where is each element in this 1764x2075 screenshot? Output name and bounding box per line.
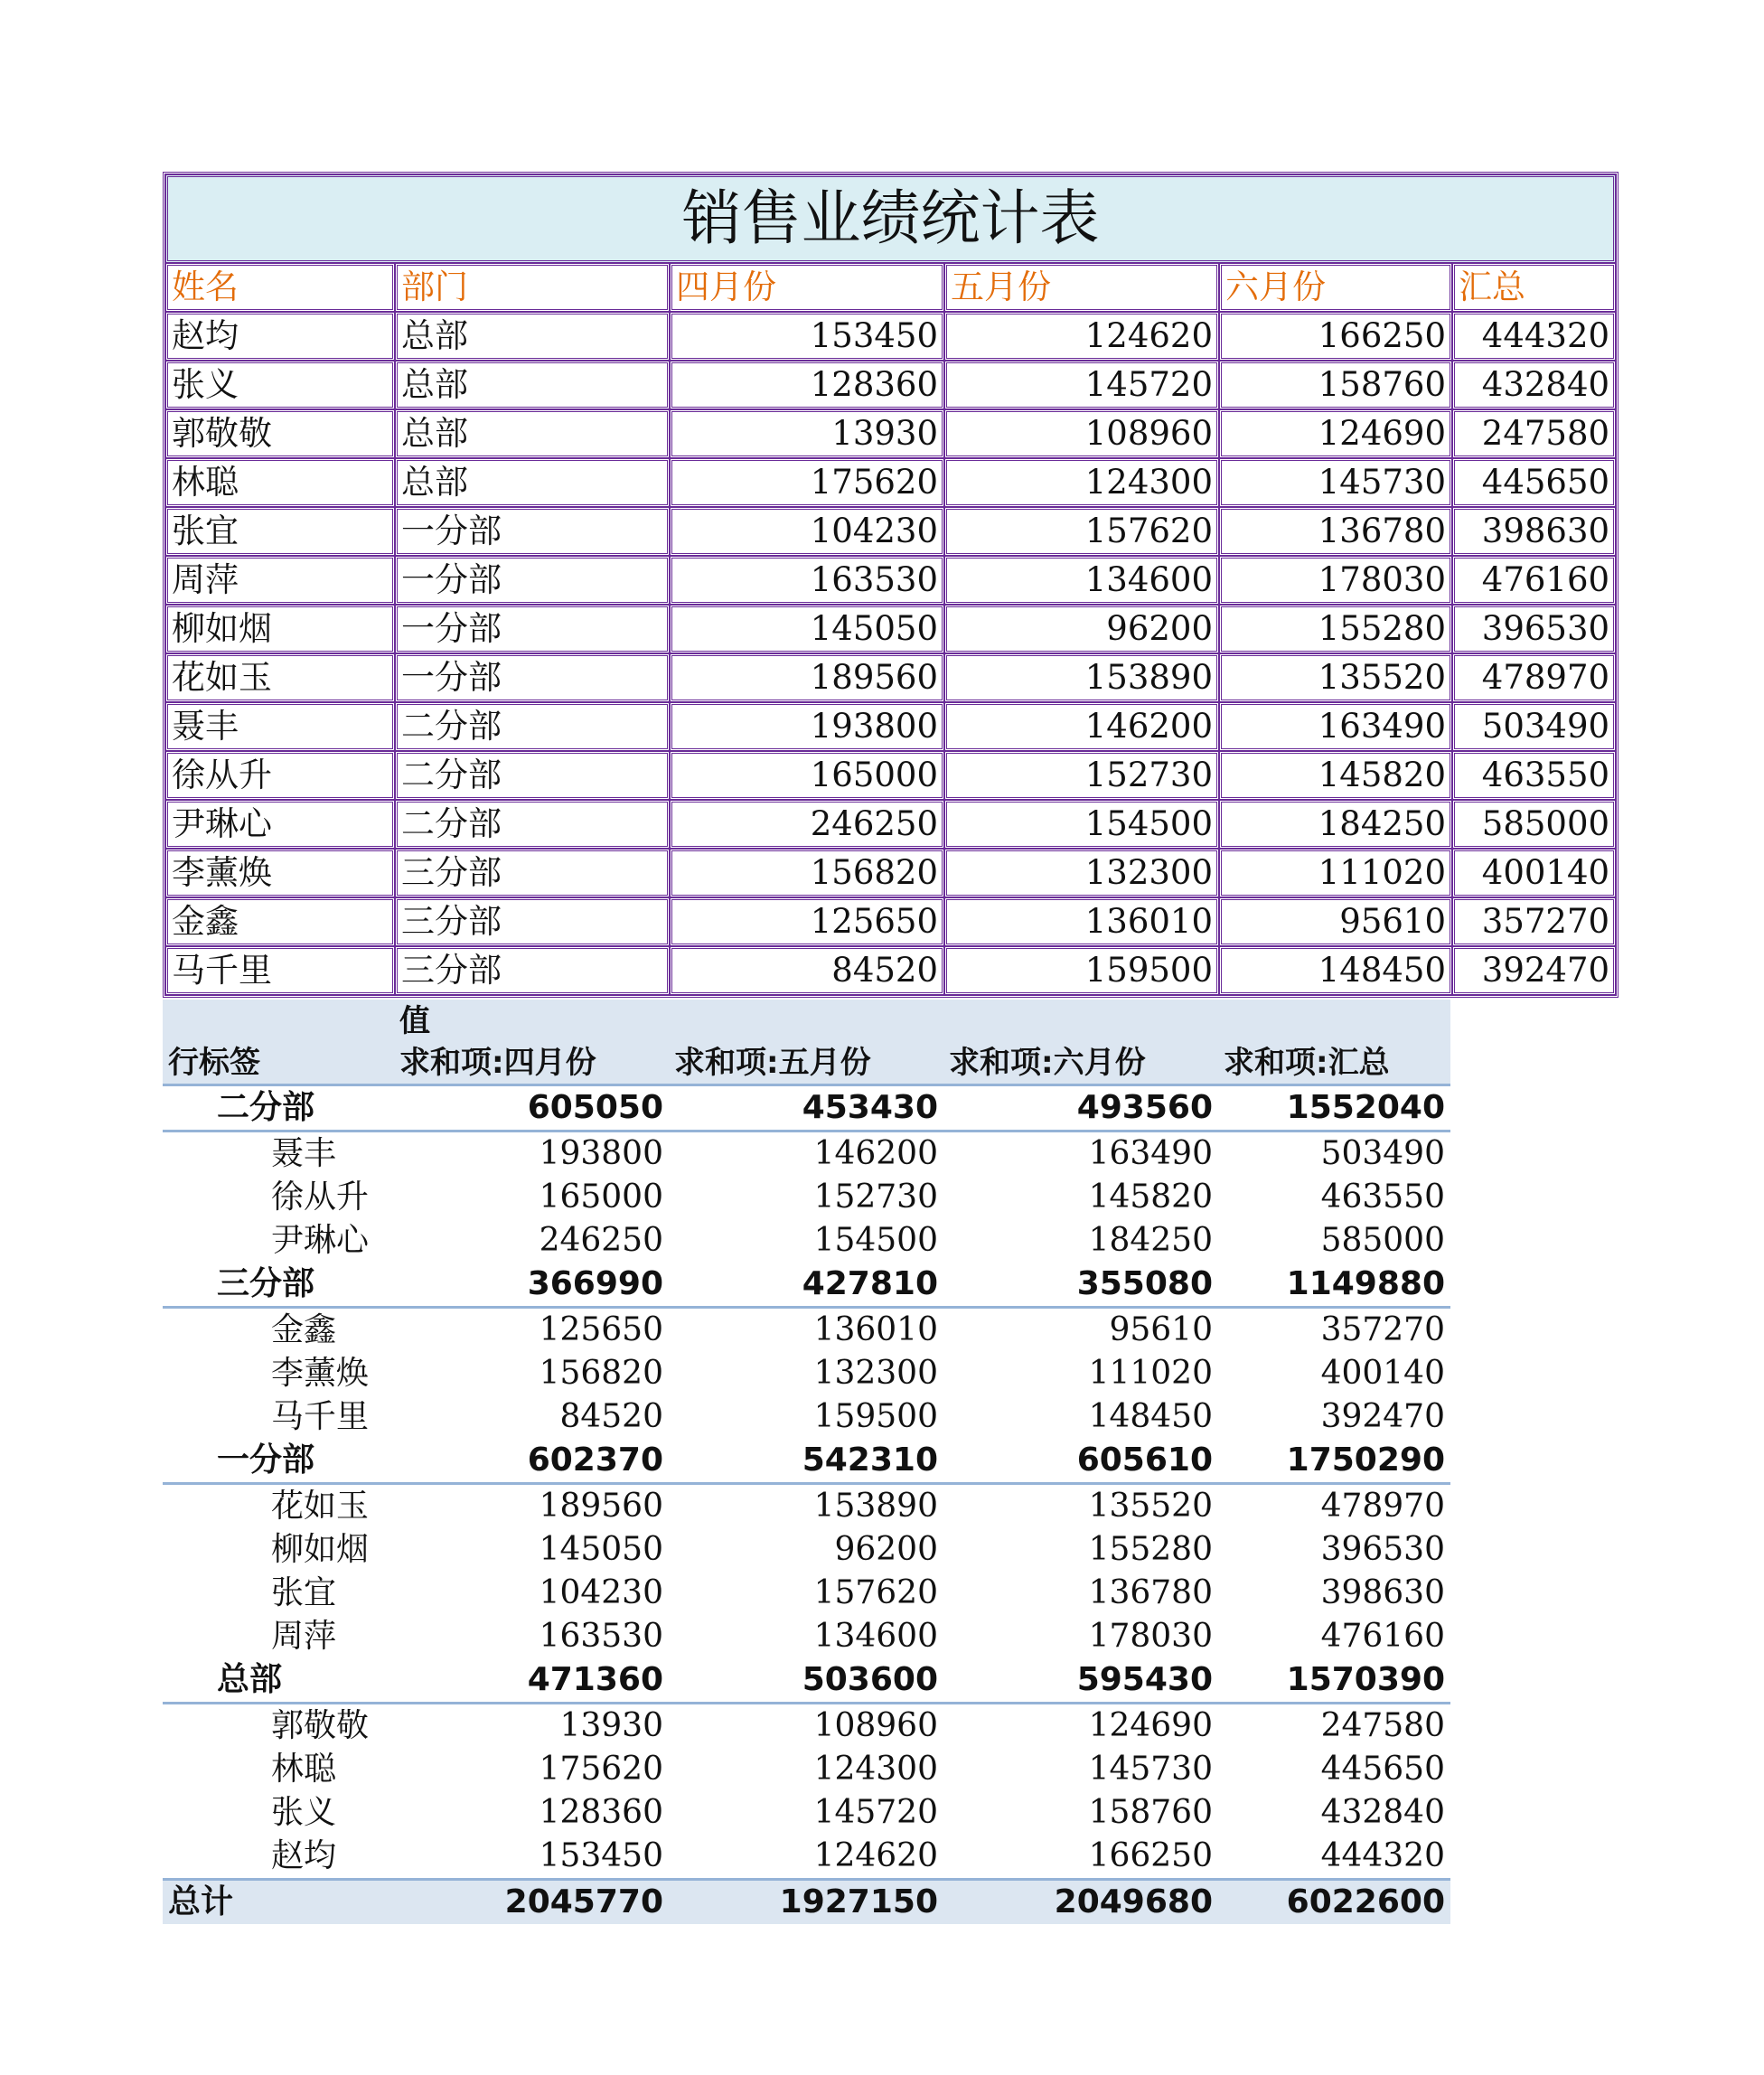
pivot-item-may[interactable]: 108960 [813, 1707, 938, 1744]
pivot-group-total[interactable]: 1750290 [1218, 1439, 1450, 1484]
cell-apr[interactable]: 156820 [670, 849, 944, 897]
cell-apr[interactable]: 84520 [670, 946, 944, 995]
cell-total[interactable]: 444320 [1452, 312, 1616, 361]
cell-may[interactable]: 157620 [944, 507, 1219, 556]
pivot-item-jun[interactable]: 158760 [1088, 1794, 1213, 1831]
pivot-total-apr[interactable]: 2045770 [394, 1880, 669, 1925]
cell-may[interactable]: 159500 [944, 946, 1219, 995]
cell-jun[interactable]: 158760 [1219, 361, 1452, 409]
pivot-item-jun[interactable]: 145730 [1088, 1751, 1213, 1788]
pivot-item-total[interactable]: 585000 [1320, 1222, 1445, 1259]
pivot-item-may[interactable]: 154500 [813, 1222, 938, 1259]
cell-total[interactable]: 463550 [1452, 751, 1616, 800]
cell-name[interactable]: 张义 [165, 361, 395, 409]
cell-total[interactable]: 396530 [1452, 605, 1616, 653]
cell-total[interactable]: 432840 [1452, 361, 1616, 409]
cell-may[interactable]: 124300 [944, 458, 1219, 507]
pivot-item-total[interactable]: 478970 [1320, 1488, 1445, 1525]
pivot-item-apr[interactable]: 104230 [539, 1574, 663, 1611]
pivot-item-jun[interactable]: 163490 [1088, 1135, 1213, 1172]
pivot-item-total[interactable]: 400140 [1320, 1355, 1445, 1392]
pivot-item-total[interactable]: 463550 [1320, 1178, 1445, 1216]
cell-may[interactable]: 108960 [944, 409, 1219, 458]
cell-jun[interactable]: 166250 [1219, 312, 1452, 361]
cell-dept[interactable]: 二分部 [395, 702, 670, 751]
header-cell-name[interactable]: 姓名 [165, 263, 395, 312]
pivot-item-name[interactable]: 郭敬敬 [271, 1707, 370, 1744]
pivot-group-total[interactable]: 1552040 [1218, 1085, 1450, 1131]
cell-dept[interactable]: 总部 [395, 458, 670, 507]
pivot-item-apr[interactable]: 125650 [539, 1311, 663, 1348]
pivot-group-jun[interactable]: 595430 [943, 1658, 1218, 1704]
cell-dept[interactable]: 二分部 [395, 751, 670, 800]
cell-apr[interactable]: 189560 [670, 653, 944, 702]
pivot-group-name[interactable]: 三分部 [163, 1263, 394, 1308]
cell-may[interactable]: 153890 [944, 653, 1219, 702]
cell-may[interactable]: 152730 [944, 751, 1219, 800]
cell-jun[interactable]: 155280 [1219, 605, 1452, 653]
pivot-item-row[interactable] [163, 1219, 1450, 1263]
pivot-group-row[interactable] [163, 1085, 1450, 1131]
table-row [165, 409, 1616, 458]
cell-jun[interactable]: 178030 [1219, 556, 1452, 605]
pivot-item-jun[interactable]: 136780 [1088, 1574, 1213, 1611]
pivot-item-apr[interactable]: 246250 [539, 1222, 663, 1259]
pivot-item-may[interactable]: 134600 [813, 1618, 938, 1655]
cell-name[interactable]: 金鑫 [165, 897, 395, 946]
pivot-total-label[interactable]: 总计 [163, 1880, 394, 1925]
pivot-item-total[interactable]: 357270 [1320, 1311, 1445, 1348]
pivot-col-may[interactable]: 求和项:五月份 [669, 1043, 943, 1085]
cell-may[interactable]: 146200 [944, 702, 1219, 751]
pivot-total-total[interactable]: 6022600 [1218, 1880, 1450, 1925]
pivot-item-name[interactable]: 徐从升 [271, 1178, 370, 1216]
cell-may[interactable]: 124620 [944, 312, 1219, 361]
cell-apr[interactable]: 153450 [670, 312, 944, 361]
pivot-item-total[interactable]: 247580 [1320, 1707, 1445, 1744]
cell-name[interactable]: 徐从升 [165, 751, 395, 800]
pivot-table [163, 1000, 1450, 1924]
table-row [165, 946, 1616, 995]
sheet-title[interactable]: 销售业绩统计表 [165, 174, 1616, 263]
cell-dept[interactable]: 一分部 [395, 507, 670, 556]
pivot-item-may[interactable]: 159500 [813, 1398, 938, 1435]
cell-total[interactable]: 476160 [1452, 556, 1616, 605]
pivot-item-row[interactable] [163, 1748, 1450, 1791]
pivot-group-row[interactable] [163, 1439, 1450, 1484]
pivot-item-jun[interactable]: 155280 [1088, 1531, 1213, 1568]
header-cell-dept[interactable]: 部门 [395, 263, 670, 312]
pivot-group-total[interactable]: 1149880 [1218, 1263, 1450, 1308]
pivot-item-name[interactable]: 花如玉 [271, 1488, 370, 1525]
pivot-values-row [163, 1000, 1450, 1043]
header-cell-total[interactable]: 汇总 [1452, 263, 1616, 312]
cell-dept[interactable]: 一分部 [395, 556, 670, 605]
cell-total[interactable]: 247580 [1452, 409, 1616, 458]
pivot-total-jun[interactable]: 2049680 [943, 1880, 1218, 1925]
cell-dept[interactable]: 总部 [395, 312, 670, 361]
pivot-item-may[interactable]: 132300 [813, 1355, 938, 1392]
cell-total[interactable]: 392470 [1452, 946, 1616, 995]
pivot-group-name[interactable]: 二分部 [163, 1085, 394, 1131]
cell-name[interactable]: 马千里 [165, 946, 395, 995]
pivot-item-may[interactable]: 152730 [813, 1178, 938, 1216]
pivot-item-apr[interactable]: 193800 [539, 1135, 663, 1172]
cell-dept[interactable]: 一分部 [395, 605, 670, 653]
cell-jun[interactable]: 145820 [1219, 751, 1452, 800]
pivot-item-name[interactable]: 金鑫 [271, 1311, 337, 1348]
cell-name[interactable]: 李薰焕 [165, 849, 395, 897]
pivot-group-total[interactable]: 1570390 [1218, 1658, 1450, 1704]
spreadsheet [163, 172, 1619, 1924]
pivot-item-name[interactable]: 林聪 [271, 1751, 337, 1788]
pivot-grand-total-row[interactable] [163, 1880, 1450, 1925]
cell-name[interactable]: 张宜 [165, 507, 395, 556]
pivot-item-total[interactable]: 432840 [1320, 1794, 1445, 1831]
pivot-group-row[interactable] [163, 1658, 1450, 1704]
pivot-item-total[interactable]: 392470 [1320, 1398, 1445, 1435]
cell-dept[interactable]: 三分部 [395, 897, 670, 946]
pivot-item-jun[interactable]: 95610 [1109, 1311, 1213, 1348]
cell-jun[interactable]: 145730 [1219, 458, 1452, 507]
pivot-group-may[interactable]: 427810 [669, 1263, 943, 1308]
pivot-item-name[interactable]: 张宜 [271, 1574, 337, 1611]
pivot-group-apr[interactable]: 605050 [394, 1085, 669, 1131]
cell-may[interactable]: 145720 [944, 361, 1219, 409]
table-row [165, 849, 1616, 897]
cell-name[interactable]: 周萍 [165, 556, 395, 605]
pivot-row-label[interactable]: 行标签 [163, 1043, 394, 1085]
cell-may[interactable]: 154500 [944, 800, 1219, 849]
cell-total[interactable]: 400140 [1452, 849, 1616, 897]
pivot-item-apr[interactable]: 128360 [539, 1794, 663, 1831]
pivot-item-row[interactable] [163, 1484, 1450, 1529]
pivot-item-jun[interactable]: 145820 [1088, 1178, 1213, 1216]
pivot-group-name[interactable]: 一分部 [163, 1439, 394, 1484]
pivot-group-name[interactable]: 总部 [163, 1658, 394, 1704]
cell-may[interactable]: 136010 [944, 897, 1219, 946]
pivot-values-label[interactable]: 值 [394, 1000, 669, 1043]
pivot-item-may[interactable]: 136010 [813, 1311, 938, 1348]
pivot-item-total[interactable]: 503490 [1320, 1135, 1445, 1172]
pivot-item-total[interactable]: 396530 [1320, 1531, 1445, 1568]
table-row [165, 458, 1616, 507]
cell-dept[interactable]: 一分部 [395, 653, 670, 702]
pivot-group-jun[interactable]: 493560 [943, 1085, 1218, 1131]
cell-apr[interactable]: 145050 [670, 605, 944, 653]
header-cell-jun[interactable]: 六月份 [1219, 263, 1452, 312]
pivot-item-row[interactable] [163, 1572, 1450, 1615]
cell-name[interactable]: 聂丰 [165, 702, 395, 751]
cell-apr[interactable]: 165000 [670, 751, 944, 800]
pivot-item-name[interactable]: 马千里 [271, 1398, 370, 1435]
cell-name[interactable]: 郭敬敬 [165, 409, 395, 458]
pivot-item-name[interactable]: 柳如烟 [271, 1531, 370, 1568]
cell-apr[interactable]: 246250 [670, 800, 944, 849]
cell-total[interactable]: 357270 [1452, 897, 1616, 946]
table-row [165, 556, 1616, 605]
pivot-item-row[interactable] [163, 1395, 1450, 1439]
cell-jun[interactable]: 136780 [1219, 507, 1452, 556]
pivot-col-jun[interactable]: 求和项:六月份 [943, 1043, 1218, 1085]
pivot-group-apr[interactable]: 366990 [394, 1263, 669, 1308]
cell-apr[interactable]: 104230 [670, 507, 944, 556]
pivot-item-may[interactable]: 96200 [834, 1531, 938, 1568]
pivot-group-may[interactable]: 503600 [669, 1658, 943, 1704]
cell-total[interactable]: 478970 [1452, 653, 1616, 702]
pivot-item-name[interactable]: 尹琳心 [271, 1222, 370, 1259]
pivot-group-may[interactable]: 453430 [669, 1085, 943, 1131]
pivot-item-apr[interactable]: 189560 [539, 1488, 663, 1525]
pivot-group-jun[interactable]: 355080 [943, 1263, 1218, 1308]
cell-jun[interactable]: 184250 [1219, 800, 1452, 849]
pivot-item-row[interactable] [163, 1176, 1450, 1219]
pivot-item-jun[interactable]: 178030 [1088, 1618, 1213, 1655]
cell-jun[interactable]: 163490 [1219, 702, 1452, 751]
cell-dept[interactable]: 二分部 [395, 800, 670, 849]
cell-jun[interactable]: 111020 [1219, 849, 1452, 897]
table-row [165, 702, 1616, 751]
pivot-item-jun[interactable]: 166250 [1088, 1837, 1213, 1874]
pivot-item-may[interactable]: 157620 [813, 1574, 938, 1611]
pivot-group-jun[interactable]: 605610 [943, 1439, 1218, 1484]
header-cell-apr[interactable]: 四月份 [670, 263, 944, 312]
table-row [165, 361, 1616, 409]
pivot-item-jun[interactable]: 148450 [1088, 1398, 1213, 1435]
cell-dept[interactable]: 三分部 [395, 849, 670, 897]
table-row [165, 800, 1616, 849]
pivot-item-name[interactable]: 李薰焕 [271, 1355, 370, 1392]
pivot-item-apr[interactable]: 153450 [539, 1837, 663, 1874]
cell-total[interactable]: 398630 [1452, 507, 1616, 556]
pivot-item-row[interactable] [163, 1835, 1450, 1880]
pivot-group-apr[interactable]: 471360 [394, 1658, 669, 1704]
cell-total[interactable]: 445650 [1452, 458, 1616, 507]
pivot-item-apr[interactable]: 165000 [539, 1178, 663, 1216]
pivot-group-apr[interactable]: 602370 [394, 1439, 669, 1484]
pivot-item-name[interactable]: 周萍 [271, 1618, 337, 1655]
header-cell-may[interactable]: 五月份 [944, 263, 1219, 312]
pivot-item-row[interactable] [163, 1528, 1450, 1572]
pivot-item-row[interactable] [163, 1615, 1450, 1658]
pivot-item-total[interactable]: 398630 [1320, 1574, 1445, 1611]
cell-dept[interactable]: 总部 [395, 409, 670, 458]
cell-apr[interactable]: 125650 [670, 897, 944, 946]
pivot-item-jun[interactable]: 135520 [1088, 1488, 1213, 1525]
pivot-item-row[interactable] [163, 1131, 1450, 1177]
pivot-item-may[interactable]: 146200 [813, 1135, 938, 1172]
pivot-group-may[interactable]: 542310 [669, 1439, 943, 1484]
cell-apr[interactable]: 128360 [670, 361, 944, 409]
pivot-group-row[interactable] [163, 1263, 1450, 1308]
pivot-item-row[interactable] [163, 1308, 1450, 1353]
cell-name[interactable]: 林聪 [165, 458, 395, 507]
table-row [165, 751, 1616, 800]
pivot-item-name[interactable]: 张义 [271, 1794, 337, 1831]
cell-name[interactable]: 柳如烟 [165, 605, 395, 653]
pivot-item-total[interactable]: 445650 [1320, 1751, 1445, 1788]
table-row [165, 507, 1616, 556]
pivot-item-jun[interactable]: 124690 [1088, 1707, 1213, 1744]
pivot-item-may[interactable]: 145720 [813, 1794, 938, 1831]
table-row [165, 897, 1616, 946]
cell-may[interactable]: 96200 [944, 605, 1219, 653]
cell-name[interactable]: 赵均 [165, 312, 395, 361]
pivot-item-row[interactable] [163, 1704, 1450, 1749]
cell-jun[interactable]: 135520 [1219, 653, 1452, 702]
pivot-item-total[interactable]: 476160 [1320, 1618, 1445, 1655]
cell-may[interactable]: 134600 [944, 556, 1219, 605]
sales-table [163, 172, 1619, 998]
pivot-item-apr[interactable]: 156820 [539, 1355, 663, 1392]
pivot-item-may[interactable]: 153890 [813, 1488, 938, 1525]
pivot-col-apr[interactable]: 求和项:四月份 [394, 1043, 669, 1085]
cell-jun[interactable]: 148450 [1219, 946, 1452, 995]
cell-may[interactable]: 132300 [944, 849, 1219, 897]
pivot-item-row[interactable] [163, 1352, 1450, 1395]
header-row [165, 263, 1616, 312]
cell-dept[interactable]: 三分部 [395, 946, 670, 995]
table-row [165, 653, 1616, 702]
table-row [165, 312, 1616, 361]
pivot-item-apr[interactable]: 163530 [539, 1618, 663, 1655]
pivot-item-apr[interactable]: 175620 [539, 1751, 663, 1788]
cell-total[interactable]: 585000 [1452, 800, 1616, 849]
cell-name[interactable]: 花如玉 [165, 653, 395, 702]
pivot-item-jun[interactable]: 184250 [1088, 1222, 1213, 1259]
pivot-item-may[interactable]: 124300 [813, 1751, 938, 1788]
cell-apr[interactable]: 193800 [670, 702, 944, 751]
cell-dept[interactable]: 总部 [395, 361, 670, 409]
pivot-item-name[interactable]: 聂丰 [271, 1135, 337, 1172]
pivot-header-row [163, 1043, 1450, 1085]
pivot-total-may[interactable]: 1927150 [669, 1880, 943, 1925]
cell-apr[interactable]: 13930 [670, 409, 944, 458]
table-row [165, 605, 1616, 653]
pivot-item-may[interactable]: 124620 [813, 1837, 938, 1874]
pivot-item-apr[interactable]: 145050 [539, 1531, 663, 1568]
cell-total[interactable]: 503490 [1452, 702, 1616, 751]
pivot-item-total[interactable]: 444320 [1320, 1837, 1445, 1874]
pivot-item-apr[interactable]: 13930 [559, 1707, 663, 1744]
pivot-item-name[interactable]: 赵均 [271, 1837, 337, 1874]
cell-jun[interactable]: 124690 [1219, 409, 1452, 458]
pivot-item-jun[interactable]: 111020 [1088, 1355, 1213, 1392]
cell-jun[interactable]: 95610 [1219, 897, 1452, 946]
cell-apr[interactable]: 163530 [670, 556, 944, 605]
pivot-item-apr[interactable]: 84520 [559, 1398, 663, 1435]
cell-name[interactable]: 尹琳心 [165, 800, 395, 849]
cell-apr[interactable]: 175620 [670, 458, 944, 507]
pivot-col-total[interactable]: 求和项:汇总 [1218, 1043, 1450, 1085]
pivot-item-row[interactable] [163, 1791, 1450, 1835]
